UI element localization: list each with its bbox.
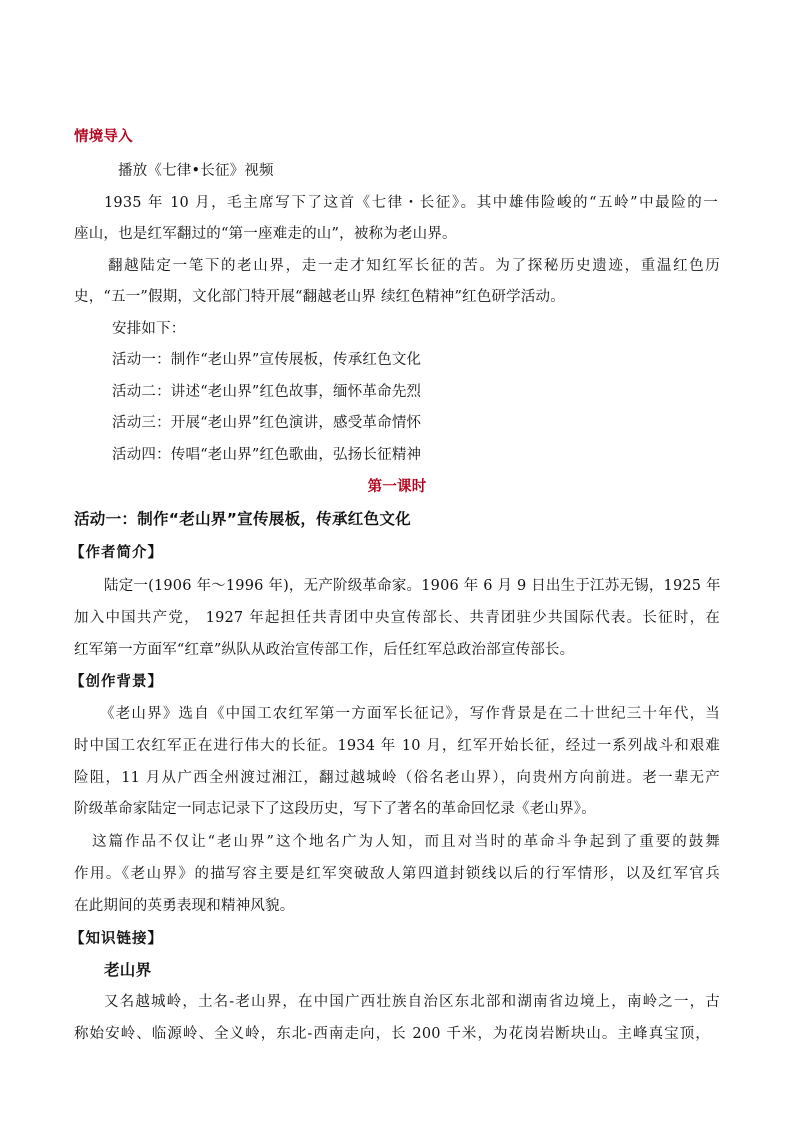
background-para2-line3: 在此期间的英勇表现和精神风貌。: [74, 898, 295, 914]
background-para1-line3: 险阻，11 月从广西全州渡过湘江，翻过越城岭（俗名老山界），向贵州方向前进。老一辈无产: [74, 770, 720, 786]
activity-item-1: 活动一：制作“老山界”宣传展板，传承红色文化: [112, 352, 422, 368]
activity-item-2: 活动二：讲述“老山界”红色故事，缅怀革命先烈: [112, 384, 422, 400]
activity-item-4: 活动四：传唱“老山界”红色歌曲，弘扬长征精神: [112, 447, 422, 463]
knowledge-line2: 称始安岭、临源岭、全义岭，东北-西南走向，长 200 千米，为花岗岩断块山。主峰真宝顶，: [74, 1026, 710, 1042]
arrangement-label: 安排如下：: [112, 321, 186, 337]
background-para1-line4: 阶级革命家陆定一同志记录下了这段历史，写下了著名的革命回忆录《老山界》。: [74, 801, 596, 817]
section-heading-intro: 情境导入: [74, 129, 133, 145]
intro-para2-line1: 翻越陆定一笔下的老山界，走一走才知红军长征的苦。为了探秘历史遗迹，重温红色历: [108, 258, 720, 274]
background-para1-line2: 时中国工农红军正在进行伟大的长征。1934 年 10 月，红军开始长征，经过一系列战斗和艰难: [74, 738, 720, 754]
background-heading: 【创作背景】: [70, 674, 163, 690]
author-heading: 【作者简介】: [70, 545, 163, 561]
intro-para1-line2: 座山，也是红军翻过的“第一座难走的山”，被称为老山界。: [74, 226, 457, 242]
author-line2: 加入中国共产党， 1927 年起担任共青团中央宣传部长、共青团驻少共国际代表。长征时，在: [74, 610, 720, 626]
knowledge-heading: 【知识链接】: [70, 931, 163, 947]
author-line3: 红军第一方面军“红章”纵队从政治宣传部工作，后任红军总政治部宣传部长。: [74, 642, 575, 658]
background-para1-line1: 《老山界》选自《中国工农红军第一方面军长征记》，写作背景是在二十世纪三十年代，当: [100, 706, 720, 722]
intro-para2-line2: 史，“五一”假期，文化部门特开展“翻越老山界 续红色精神”红色研学活动。: [74, 289, 565, 305]
lesson-title: 第一课时: [367, 479, 427, 495]
background-para2-line2: 作用。《老山界》的描写容主要是红军突破敌人第四道封锁线以后的行军情形，以及红军官兵: [74, 866, 720, 882]
activity1-heading: 活动一：制作“老山界”宣传展板，传承红色文化: [74, 510, 411, 528]
knowledge-subheading: 老山界: [104, 961, 152, 979]
intro-para1-line1: 1935 年 10 月，毛主席写下了这首《七律・长征》。其中雄伟险峻的“五岭”中最险的一: [104, 195, 718, 211]
video-line: 播放《七律•长征》视频: [118, 163, 274, 179]
author-line1: 陆定一(1906 年～1996 年)，无产阶级革命家。1906 年 6 月 9 日出生于江苏无锡，1925 年: [104, 578, 721, 594]
activity-item-3: 活动三：开展“老山界”红色演讲，感受革命情怀: [112, 415, 422, 431]
knowledge-line1: 又名越城岭，土名-老山界，在中国广西壮族自治区东北部和湖南省边境上，南岭之一，古: [104, 994, 720, 1010]
background-para2-line1: 这篇作品不仅让“老山界”这个地名广为人知，而且对当时的革命斗争起到了重要的鼓舞: [92, 834, 720, 850]
